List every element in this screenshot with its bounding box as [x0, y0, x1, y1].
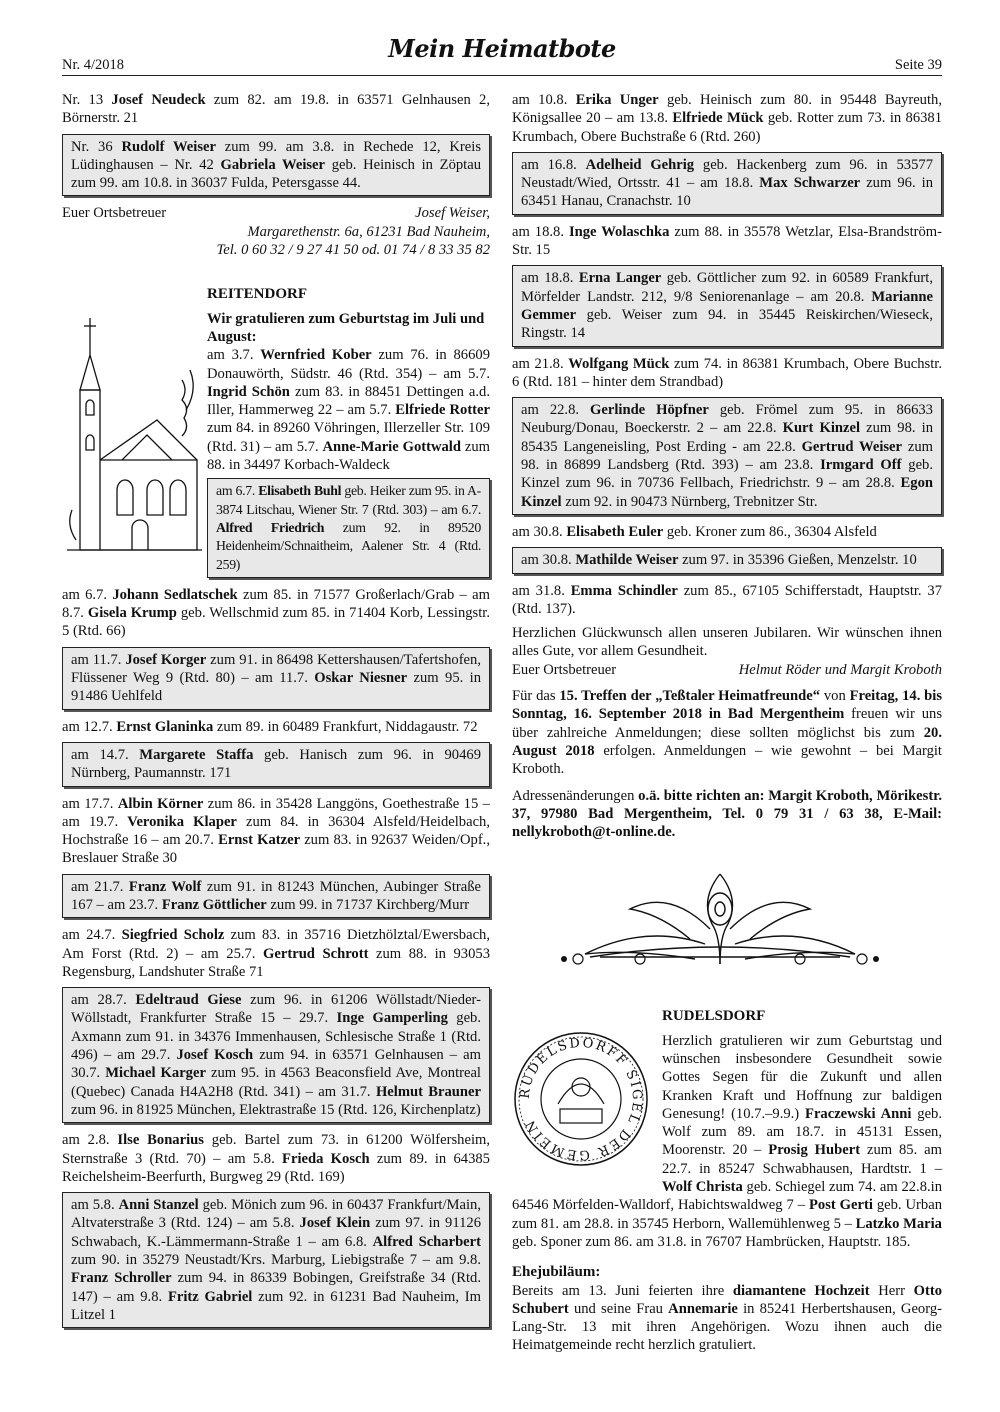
entry-text: geb. Axmann zum 91. in 34376 Immenhausen, Schlesische Straße 1 (Rtd. 496) – am 29.7.	[71, 1010, 481, 1064]
person-name: Marianne Gemmer	[521, 288, 933, 323]
entry-paragraph	[512, 582, 942, 619]
entry-text: zum 97. in 35396 Gießen, Menzelstr. 10	[678, 552, 917, 569]
reitendorf-text	[207, 285, 490, 577]
entry-paragraph	[207, 346, 490, 474]
entry-text: zum 74. in 86381 Krumbach, Obere Buchstr. 6 (Rtd. 181 – hinter dem Strandbad)	[512, 355, 942, 390]
entry-text: und seine Frau	[568, 1300, 669, 1317]
entry-text: zum 96. in 81925 München, Elektrastraße 15 (Rtd. 126, Kirchenplatz)	[71, 1101, 481, 1118]
entry-text: zum 83. in 88451 Dettingen a.d. Iller, Hammerweg 22 – am 5.7.	[207, 383, 491, 419]
entry-text: am 2.8.	[62, 1132, 118, 1149]
seal-icon	[508, 1029, 654, 1169]
entry-text: Herzlich gratulieren wir zum Geburtstag und wünschen insbesondere Gesundheit sowie Gottes Segen für die Zukunft und allen Kranken Kraft und Hoffnung zur baldigen Genesung! (10.7.–9.9.)	[662, 1032, 942, 1122]
entry-text: am 12.7.	[62, 718, 117, 735]
entry-text: geb. Heinisch in Zöptau zum 99. am 10.8. in 36037 Fulda, Petersgasse 44.	[71, 156, 481, 192]
person-name: Ilse Bonarius	[117, 1132, 204, 1149]
person-name: Margarete Staffa	[139, 746, 254, 763]
reitendorf-section	[62, 285, 490, 577]
entry-text: am 6.7.	[216, 483, 259, 499]
person-name: Veronika Klaper	[127, 813, 237, 830]
person-name: Ernst Glaninka	[116, 718, 214, 735]
section-title: REITENDORF	[207, 286, 308, 303]
left-column	[62, 91, 490, 1336]
section-title: RUDELSDORF	[662, 1008, 766, 1025]
person-name: Johann Sedlatschek	[112, 586, 238, 603]
person-name: Otto Schubert	[512, 1282, 942, 1317]
entry-text: am 17.7.	[62, 795, 118, 812]
person-name: Ernst Katzer	[218, 832, 301, 849]
entry-text: zum 92. in 89520 Heidenheim/Schnaitheim, Aalener Str. 4 (Rtd. 259)	[216, 519, 481, 572]
entry-paragraph	[512, 523, 942, 541]
entry-text: zum 99. in 71737 Kirchberg/Murr	[266, 896, 470, 913]
svg-text:RUDELSDORFF SIGEL DER GEMEIN	[518, 1036, 645, 1163]
entry-text: geb. Hackenberg zum 96. in 53577 Neustadt/Wied, Ortsstr. 41 – am 18.8.	[521, 156, 933, 192]
entry-text: freuen wir uns über zahlreiche Anmeldungen; diese sollten möglichst bis zum	[512, 706, 942, 741]
person-name: Latzko Maria	[855, 1215, 942, 1232]
person-name: Fraczewski Anni	[805, 1105, 912, 1122]
person-name: Adelheid Gehrig	[585, 156, 695, 173]
entry-text: am 28.7.	[71, 992, 136, 1009]
entry-text: zum 98. in 85435 Langeneisling, Post Erding - am 22.8.	[521, 420, 933, 455]
highlight-box	[207, 478, 490, 577]
entry-text: am 31.8.	[512, 582, 571, 599]
person-name: Elfriede Rotter	[395, 402, 490, 419]
entry-text: zum 95. in 91486 Uehlfeld	[71, 670, 481, 705]
person-name: Gertrud Weiser	[801, 438, 903, 455]
person-name: Prosig Hubert	[768, 1142, 861, 1159]
person-name: Gerlinde Höpfner	[590, 402, 709, 419]
entry-text: zum 89. in 60489 Frankfurt, Niddagaustr. 72	[213, 718, 478, 735]
signature-label: Euer Ortsbetreuer	[62, 205, 167, 222]
person-name: Michael Karger	[105, 1065, 206, 1082]
person-name: Oskar Niesner	[314, 670, 408, 687]
person-name: Josef Klein	[299, 1215, 371, 1232]
person-name: 20. August 2018	[512, 724, 942, 759]
person-name: Inge Wolaschka	[568, 223, 670, 240]
highlight-box	[512, 547, 942, 573]
entry-text: geb. Wolf zum 89. am 18.7. in 45131 Essen, Moorenstr. 20 –	[662, 1105, 942, 1159]
rudelsdorf-header	[662, 1007, 942, 1025]
person-name: Emma Schindler	[570, 582, 678, 599]
person-name: Siegfried Scholz	[121, 927, 225, 944]
entry-text: am 22.8.	[521, 402, 591, 419]
entry-text: am 21.7.	[71, 878, 129, 895]
highlight-box	[62, 134, 490, 197]
entry-text: am 18.8.	[521, 270, 579, 287]
person-name: Wernfried Kober	[260, 347, 372, 364]
event-announcement	[512, 687, 942, 778]
entry-text: zum 85. am 22.7. in 85247 Schwabhausen, Hardtstr. 1 –	[662, 1142, 942, 1177]
entry-text: geb. Schiegel zum 74. am 22.8.in 64546 Mörfelden-Walldorf, Habichtswaldweg 7 –	[512, 1179, 942, 1214]
person-name: Josef Korger	[125, 651, 207, 668]
person-name: Franz Schroller	[71, 1270, 172, 1287]
right-column	[512, 91, 942, 1361]
person-name: Anni Stanzel	[118, 1197, 199, 1214]
person-name: Fritz Gabriel	[167, 1288, 253, 1305]
entry-text: am 5.8.	[71, 1197, 119, 1214]
entry-text: zum 76. in 86609 Donauwörth, Südstr. 46 (Rtd. 354) – am 5.7.	[207, 347, 490, 382]
entry-text: am 10.8.	[512, 92, 576, 108]
entry-text: geb. Urban zum 81. am 28.8. in 35745 Herborn, Wallemühlenweg 5 –	[512, 1197, 942, 1232]
person-name: Ingrid Schön	[207, 383, 290, 400]
anniversary-title: Ehejubiläum:	[512, 1264, 601, 1281]
signature-label: Euer Ortsbetreuer	[512, 661, 617, 678]
entry-text: zum 85. in 71577 Großerlach/Grab – am 8.7.	[62, 586, 490, 622]
entry-text: am 30.8.	[521, 552, 576, 569]
person-name: Franz Wolf	[128, 878, 202, 895]
entry-paragraph	[62, 586, 490, 641]
person-name: Alfred Scharbert	[372, 1233, 481, 1250]
entry-text: zum 94. in 63571 Gelnhausen – am 30.7.	[71, 1047, 481, 1082]
rudelsdorf-section	[512, 1007, 942, 1354]
entry-text: zum 97. in 91126 Schwabach, K.-Lämmermann-Straße 1 – am 6.8.	[71, 1215, 481, 1250]
signature-line	[62, 204, 490, 222]
entry-text: Nr. 13	[62, 92, 112, 108]
entry-paragraph	[62, 91, 490, 128]
person-name: o.ä. bitte richten an: Margit Kroboth, Mörikestr. 37, 97980 Bad Mergentheim, Tel. 0 79 31 / 63 38, E-Mail: nellykroboth@t-online.de.	[512, 787, 942, 841]
person-name: Gabriela Weiser	[220, 156, 326, 173]
person-name: Frieda Kosch	[282, 1150, 370, 1167]
entry-text: Für das	[512, 688, 560, 705]
person-name: 15. Treffen der „Teßtaler Heimatfreunde“	[559, 688, 821, 705]
entry-text: geb. Heinisch zum 80. in 95448 Bayreuth, Königsallee 20 – am 13.8.	[512, 92, 942, 127]
entry-text: zum 84. in 89260 Vöhringen, Illerzeller Str. 109 (Rtd. 31) – am 5.7.	[207, 420, 490, 455]
entry-text: am 6.7.	[62, 586, 113, 603]
entry-paragraph	[512, 355, 942, 392]
entry-text: von	[820, 688, 850, 705]
entry-text: geb. Mönich zum 96. in 60437 Frankfurt/Main, Altvaterstraße 3 (Rtd. 124) – am 5.8.	[71, 1197, 481, 1232]
entry-text: zum 96. in 63451 Hanau, Cranachstr. 10	[521, 175, 933, 210]
entry-text: am 21.8.	[512, 355, 569, 372]
entry-text: zum 88. in 34497 Korbach-Waldeck	[207, 438, 490, 474]
entry-text: zum 96. in 61206 Wöllstadt/Nieder-Wöllstadt, Frankfurter Straße 15 – 29.7.	[71, 992, 481, 1027]
person-name: Rudolf Weiser	[121, 138, 216, 155]
entry-text: zum 92. in 61231 Bad Nauheim, Im Litzel 1	[71, 1288, 482, 1323]
page-number: Seite 39	[894, 57, 942, 73]
entry-text: zum 88. in 93053 Regensburg, Landshuter Straße 71	[62, 945, 490, 980]
entry-text: zum 83. in 35716 Dietzhölztal/Ewersbach, Am Forst (Rtd. 2) – am 25.7.	[62, 927, 491, 962]
entry-text: geb. Wellschmid zum 85. in 71404 Korb, Lessingstr. 5 (Rtd. 66)	[62, 605, 490, 640]
person-name: Elfriede Mück	[672, 110, 764, 127]
entry-text: geb. Bartel zum 73. in 61200 Wölfersheim, Sternstraße 3 (Rtd. 70) – am 5.8.	[62, 1132, 491, 1167]
signature-name: Helmut Röder und Margit Kroboth	[738, 661, 942, 678]
highlight-box	[512, 397, 942, 515]
entry-text: zum 99. am 3.8. in Rechede 12, Kreis Lüdinghausen – Nr. 42	[71, 138, 482, 173]
person-name: Gisela Krump	[87, 605, 177, 622]
entry-text: zum 91. in 81243 München, Aubinger Straße 167 – am 23.7.	[71, 878, 482, 913]
entry-text: zum 98. in 86899 Landsberg (Rtd. 393) – am 23.8.	[521, 438, 934, 474]
person-name: Mathilde Weiser	[575, 552, 679, 569]
entry-text: geb. Kroner zum 86., 36304 Alsfeld	[663, 523, 877, 540]
entry-text: in 85241 Herbertshausen, Georg-Lang-Str. 13 mit ihren Angehörigen. Wozu ihnen auch die Heimatgemeinde recht herzlich gratuliert.	[512, 1300, 942, 1354]
person-name: Inge Gamperling	[336, 1010, 448, 1027]
highlight-box	[62, 647, 490, 710]
entry-text: geb. Kinzel zum 96. in 70736 Fellbach, Friedrichstr. 9 – am 28.8.	[521, 457, 933, 492]
person-name: Wolf Christa	[662, 1179, 743, 1196]
entry-text: geb. Rotter zum 73. in 86381 Krumbach, Obere Buchstraße 6 (Rtd. 260)	[512, 110, 943, 145]
entry-text: zum 83. in 92637 Weiden/Opf., Breslauer Straße 30	[62, 832, 490, 867]
entry-text: geb. Hanisch zum 96. in 90469 Nürnberg, Paumannstr. 171	[71, 746, 481, 782]
person-name: Erna Langer	[578, 270, 662, 287]
entry-text: geb. Göttlicher zum 92. in 60589 Frankfurt, Mörfelder Landstr. 212, 9/8 Seniorenanlage – am 20.8.	[521, 270, 933, 305]
highlight-box	[512, 265, 942, 346]
person-name: Gertrud Schrott	[263, 945, 369, 962]
entry-paragraph	[512, 91, 942, 146]
entry-text: am 16.8.	[521, 156, 586, 173]
entry-text: am 18.8.	[512, 223, 569, 240]
entry-paragraph	[62, 1131, 490, 1186]
person-name: Erika Unger	[575, 92, 659, 108]
entry-text: am 30.8.	[512, 523, 567, 540]
entry-text: Nr. 36	[71, 138, 122, 155]
entry-paragraph	[62, 718, 490, 736]
entry-text: zum 85., 67105 Schifferstadt, Hauptstr. 37 (Rtd. 137).	[512, 582, 942, 617]
anniversary-paragraph	[512, 1282, 942, 1355]
entry-paragraph	[62, 926, 490, 981]
person-name: Josef Kosch	[176, 1047, 254, 1064]
section-intro: Wir gratulieren zum Geburtstag im Juli und August:	[207, 310, 485, 345]
entry-text: am 3.7.	[207, 347, 261, 364]
entry-paragraph	[512, 223, 942, 260]
masthead-logo: Mein Heimatbote	[388, 34, 616, 63]
entry-text: Bereits am 13. Juni feierten ihre	[512, 1282, 733, 1299]
signature-phone: Tel. 0 60 32 / 9 27 41 50 od. 01 74 / 8 33 35 82	[216, 242, 490, 259]
person-name: Post Gerti	[808, 1197, 873, 1214]
entry-text: geb. Weiser zum 94. in 35445 Reiskirchen/Wieseck, Ringstr. 14	[521, 306, 933, 342]
person-name: Alfred Friedrich	[216, 519, 325, 535]
closing-wishes: Herzlichen Glückwunsch allen unseren Jubilaren. Wir wünschen ihnen alles Gute, vor allem Gesundheit.	[512, 625, 942, 660]
person-name: Egon Kinzel	[521, 475, 933, 510]
person-name: diamantene Hochzeit	[732, 1282, 870, 1299]
entry-text: Adressenänderungen	[512, 787, 635, 804]
page-header	[62, 34, 942, 76]
person-name: Elisabeth Buhl	[258, 483, 342, 499]
address-change-note	[512, 787, 942, 842]
entry-text: erfolgen. Anmeldungen – wie gewohnt – bei Margit Kroboth.	[512, 742, 942, 778]
entry-text: am 11.7.	[71, 651, 126, 668]
person-name: Freitag, 14. bis Sonntag, 16. September 2018 in Bad Mergentheim	[512, 688, 943, 723]
ornament-icon	[550, 859, 890, 979]
entry-text: am 24.7.	[62, 927, 122, 944]
church-illustration	[62, 310, 202, 575]
entry-paragraph	[62, 795, 490, 868]
entry-text: am 14.7.	[71, 746, 140, 763]
person-name: Irmgard Off	[820, 457, 902, 474]
person-name: Franz Göttlicher	[161, 896, 267, 913]
entry-text: zum 91. in 86498 Kettershausen/Tafertshofen, Flüssener Weg 9 (Rtd. 80) – am 11.7.	[71, 651, 481, 687]
entry-text: geb. Frömel zum 95. in 86633 Neuburg/Donau, Boeckerstr. 2 – am 22.8.	[521, 402, 933, 437]
seal-inscription: RUDELSDORFF SIGEL DER GEMEIN	[517, 1036, 645, 1163]
person-name: Helmut Brauner	[375, 1083, 481, 1100]
entry-text: geb. Heiker zum 95. in A-3874 Litschau, Wiener Str. 7 (Rtd. 303) – am 6.7.	[216, 483, 481, 517]
entry-text: zum 89. in 64385 Reichelsheim-Beerfurth, Burgweg 29 (Rtd. 169)	[62, 1150, 490, 1185]
person-name: Anne-Marie Gottwald	[322, 438, 461, 455]
entry-text: zum 84. in 36304 Alsfeld/Heidelbach, Hochstraße 16 – am 20.7.	[62, 813, 490, 849]
entry-text: zum 88. in 35578 Wetzlar, Elsa-Brandström-Str. 15	[512, 223, 942, 259]
signature-line	[512, 661, 942, 679]
entry-text: zum 95. in 4563 Beaconsfield Ave, Montreal (Quebec) Canada H4A2H8 (Rtd. 341) – am 31.7.	[71, 1065, 481, 1100]
issue-number: Nr. 4/2018	[62, 57, 125, 73]
entry-text: zum 94. in 86339 Bobingen, Greifstraße 34 (Rtd. 147) – am 9.8.	[71, 1270, 481, 1305]
person-name: Edeltraud Giese	[135, 992, 242, 1009]
entry-text: Herr	[869, 1282, 914, 1299]
person-name: Kurt Kinzel	[782, 420, 861, 437]
signature-name: Josef Weiser,	[415, 205, 490, 222]
person-name: Annemarie	[668, 1300, 738, 1317]
entry-text: zum 82. am 19.8. in 63571 Gelnhausen 2, Börnerstr. 21	[62, 92, 490, 127]
entry-text: zum 92. in 90473 Nürnberg, Trebnitzer Str.	[561, 493, 818, 510]
highlight-box	[62, 1192, 490, 1328]
person-name: Elisabeth Euler	[566, 523, 664, 540]
entry-text: geb. Sponer zum 86. am 31.8. in 76707 Hambrücken, Hauptstr. 185.	[512, 1233, 911, 1250]
highlight-box	[62, 987, 490, 1123]
entry-text: zum 90. in 35279 Neustadt/Krs. Marburg, Liebigstraße 7 – am 9.8.	[71, 1252, 481, 1269]
highlight-box	[62, 742, 490, 787]
person-name: Wolfgang Mück	[568, 355, 670, 372]
person-name: Albin Körner	[117, 795, 204, 812]
entry-text: zum 86. in 35428 Langgöns, Goethestraße 15 – am 19.7.	[62, 795, 490, 830]
person-name: Josef Neudeck	[111, 92, 206, 108]
highlight-box	[62, 874, 490, 919]
highlight-box	[512, 152, 942, 215]
person-name: Max Schwarzer	[759, 175, 861, 192]
signature-address: Margarethenstr. 6a, 61231 Bad Nauheim,	[247, 223, 490, 240]
